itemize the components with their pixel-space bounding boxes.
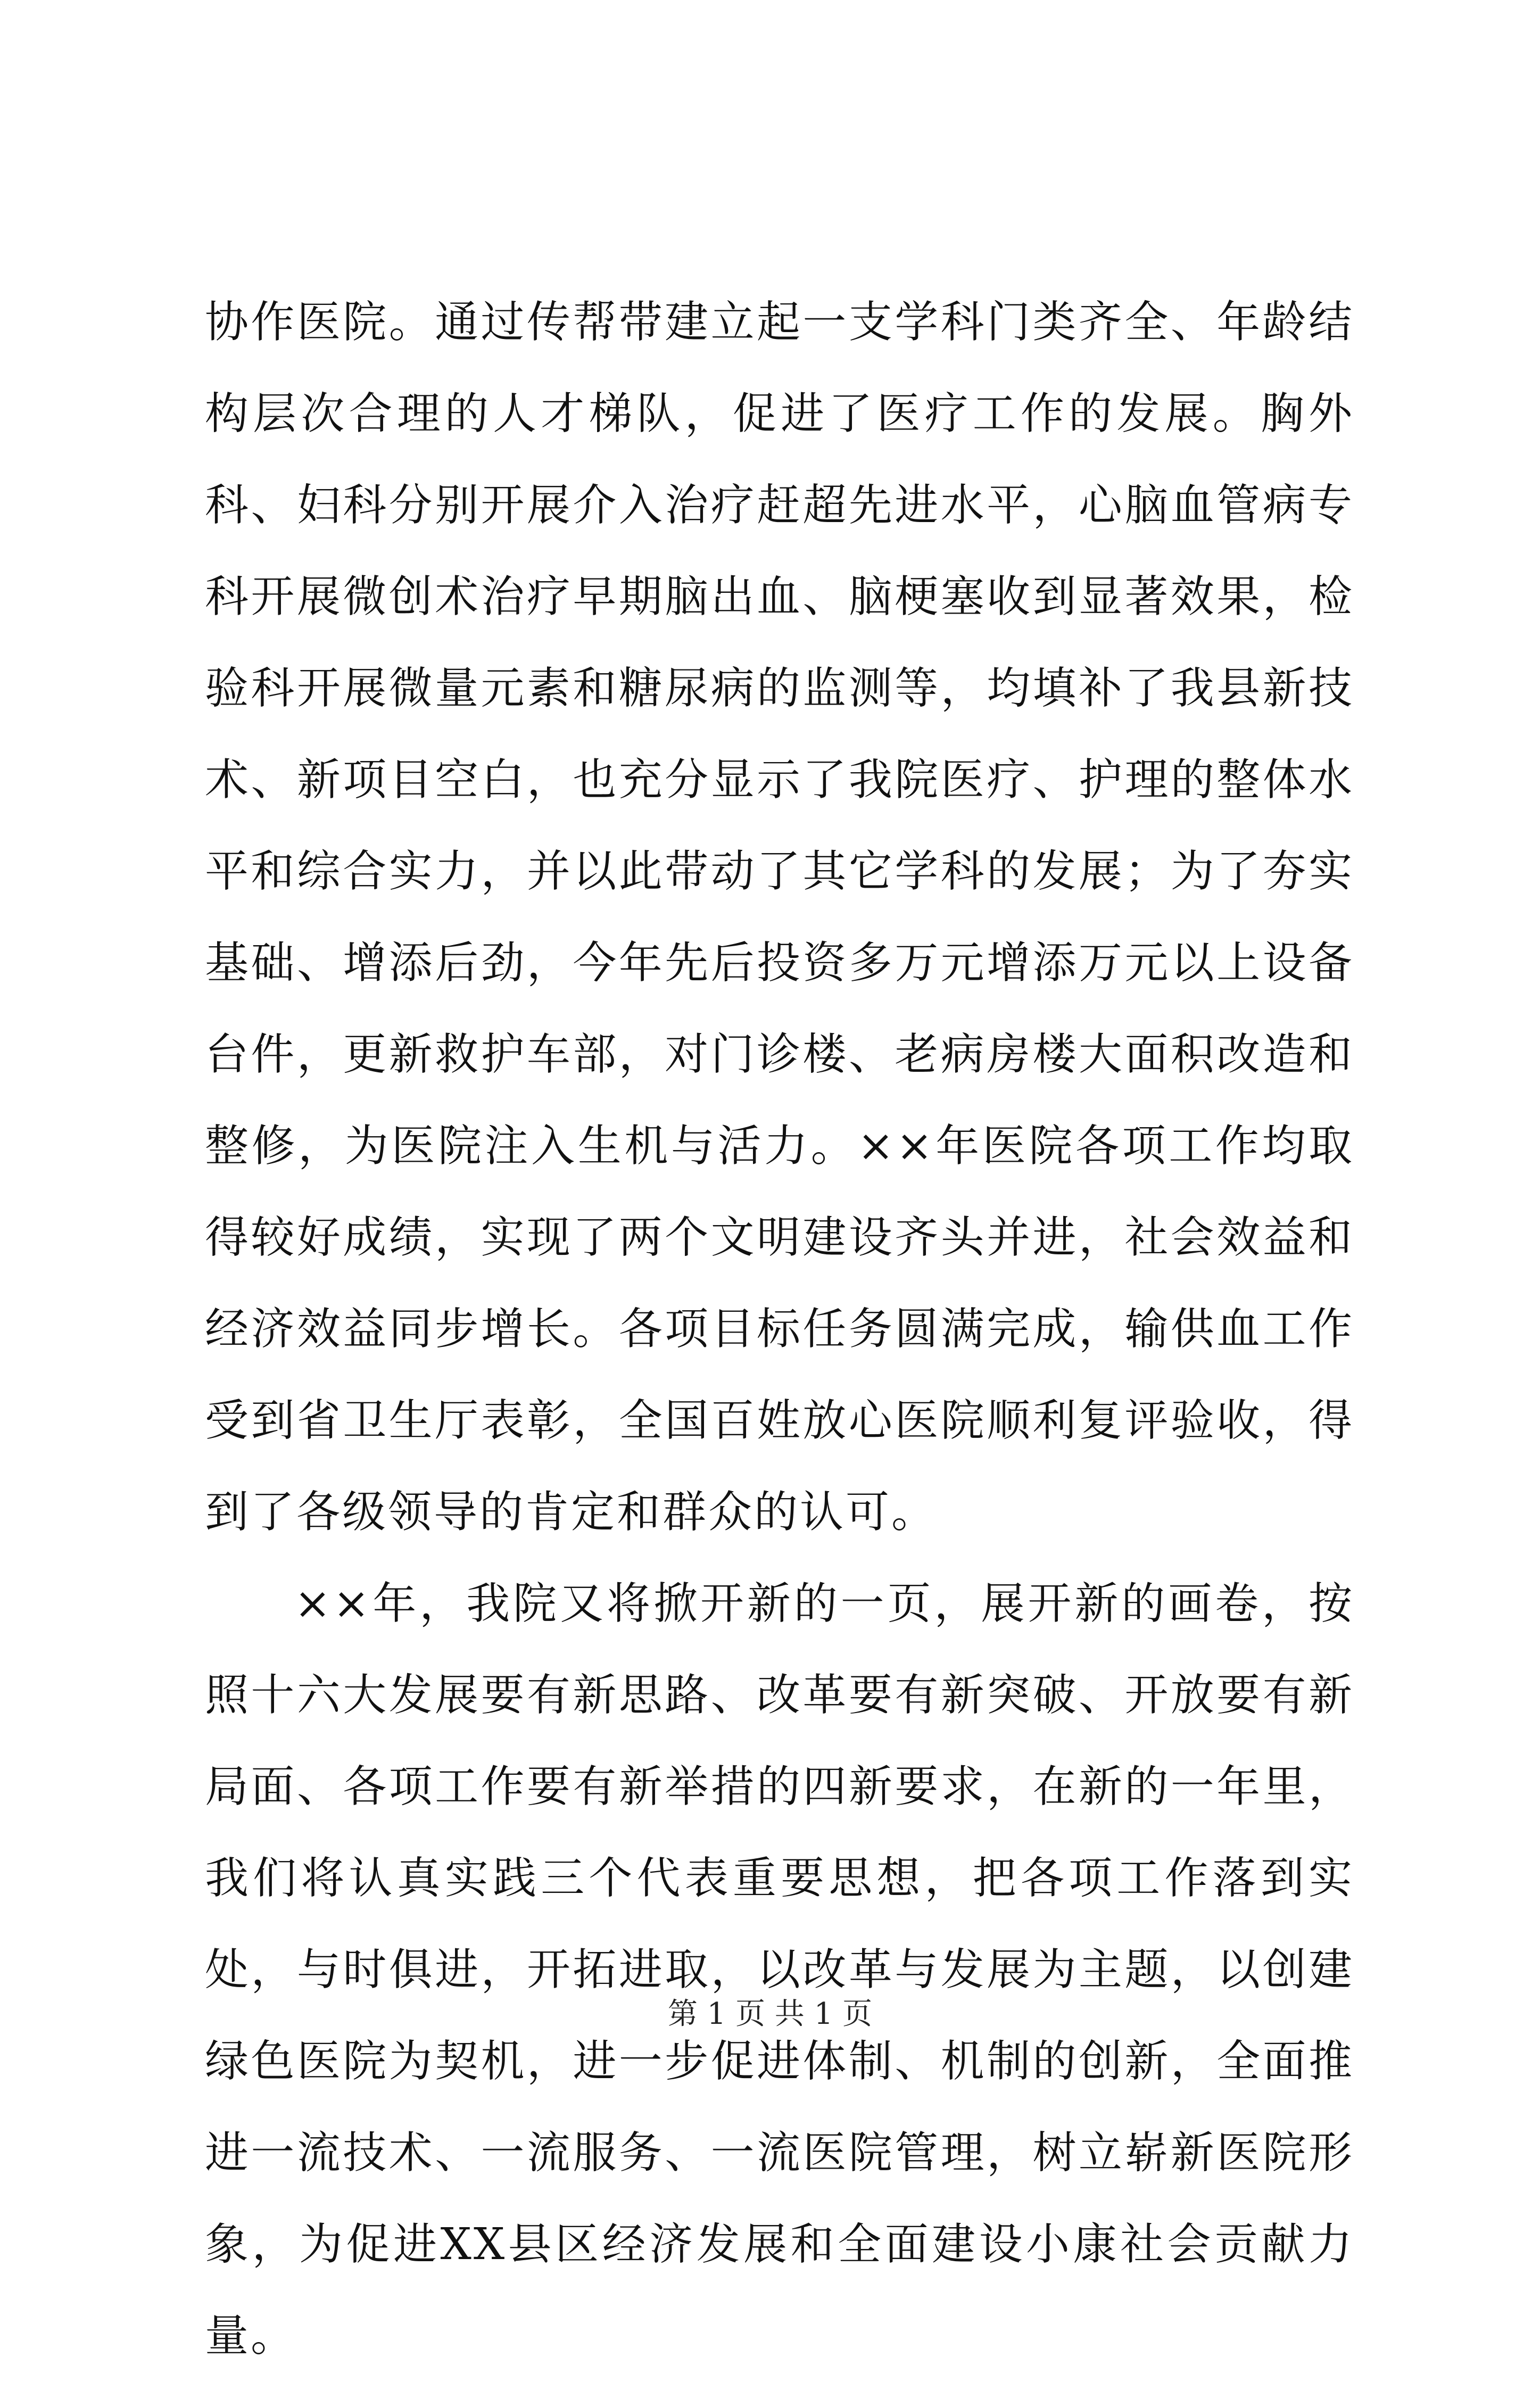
- document-body: [205, 277, 1354, 2382]
- paragraph-2: ××年，我院又将掀开新的一页，展开新的画卷，按照十六大发展要有新思路、改革要有新突破、开放要有新局面、各项工作要有新举措的四新要求，在新的一年里，我们将认真实践三个代表重要思想，把各项工作落到实处，与时俱进，开拓进取，以改革与发展为主题，以创建绿色医院为契机，进一步促进体制、机制的创新，全面推进一流技术、一流服务、一流医院管理，树立崭新医院形象，为促进XX县区经济发展和全面建设小康社会贡献力量。: [205, 1578, 1354, 2361]
- paragraph-1: 协作医院。通过传帮带建立起一支学科门类齐全、年龄结构层次合理的人才梯队，促进了医疗工作的发展。胸外科、妇科分别开展介入治疗赶超先进水平，心脑血管病专科开展微创术治疗早期脑出血、脑梗塞收到显著效果，检验科开展微量元素和糖尿病的监测等，均填补了我县新技术、新项目空白，也充分显示了我院医疗、护理的整体水平和综合实力，并以此带动了其它学科的发展；为了夯实基础、增添后劲，今年先后投资多万元增添万元以上设备台件，更新救护车部，对门诊楼、老病房楼大面积改造和整修，为医院注入生机与活力。××年医院各项工作均取得较好成绩，实现了两个文明建设齐头并进，社会效益和经济效益同步增长。各项目标任务圆满完成，输供血工作受到省卫生厅表彰，全国百姓放心医院顺利复评验收，得到了各级领导的肯定和群众的认可。: [205, 297, 1354, 1537]
- page-footer: 第 1 页 共 1 页: [667, 1997, 873, 2031]
